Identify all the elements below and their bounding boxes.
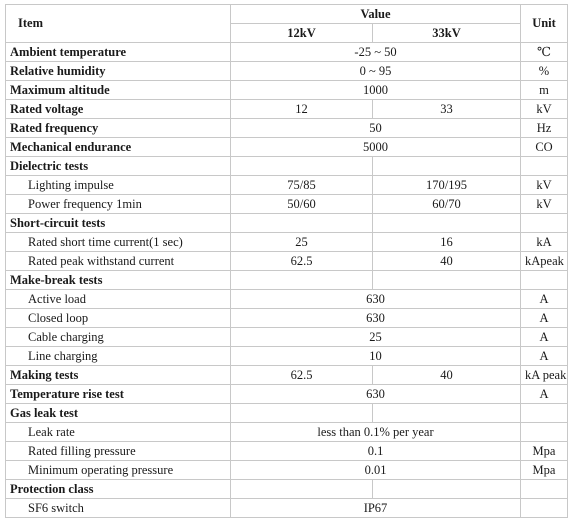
value-cell: 0.1 <box>231 442 521 461</box>
value-cell: 630 <box>231 385 521 404</box>
value-cell: IP67 <box>231 499 521 518</box>
unit-cell: kApeak <box>521 252 568 271</box>
unit-cell: kV <box>521 100 568 119</box>
empty-cell <box>521 404 568 423</box>
section-row <box>6 157 568 176</box>
value-33kv-cell: 40 <box>373 366 521 385</box>
section-label: Protection class <box>6 480 231 499</box>
unit-cell: CO <box>521 138 568 157</box>
value-33kv-cell: 40 <box>373 252 521 271</box>
section-label: Short-circuit tests <box>6 214 231 233</box>
section-label: Make-break tests <box>6 271 231 290</box>
unit-cell: Mpa <box>521 442 568 461</box>
section-row <box>6 271 568 290</box>
value-33kv-cell: 60/70 <box>373 195 521 214</box>
unit-cell: kA <box>521 233 568 252</box>
empty-cell <box>373 271 521 290</box>
header-item: Item <box>6 5 231 43</box>
table-row <box>6 461 568 480</box>
value-cell: -25 ~ 50 <box>231 43 521 62</box>
empty-cell <box>373 404 521 423</box>
table-row <box>6 290 568 309</box>
unit-cell: Mpa <box>521 461 568 480</box>
empty-cell <box>521 214 568 233</box>
value-cell: 25 <box>231 328 521 347</box>
table-row <box>6 442 568 461</box>
unit-cell <box>521 499 568 518</box>
empty-cell <box>521 480 568 499</box>
row-label: Minimum operating pressure <box>6 461 231 480</box>
table-row <box>6 138 568 157</box>
row-label: Relative humidity <box>6 62 231 81</box>
unit-cell: A <box>521 385 568 404</box>
empty-cell <box>231 480 373 499</box>
section-label: Gas leak test <box>6 404 231 423</box>
table-row <box>6 328 568 347</box>
unit-cell: kV <box>521 176 568 195</box>
empty-cell <box>373 480 521 499</box>
row-label: Closed loop <box>6 309 231 328</box>
table-row <box>6 62 568 81</box>
table-row <box>6 100 568 119</box>
table-row <box>6 195 568 214</box>
table-row <box>6 499 568 518</box>
row-label: Active load <box>6 290 231 309</box>
value-cell: 630 <box>231 290 521 309</box>
spec-body <box>6 43 568 518</box>
value-cell: 630 <box>231 309 521 328</box>
unit-cell <box>521 423 568 442</box>
row-label: Rated short time current(1 sec) <box>6 233 231 252</box>
value-cell: 1000 <box>231 81 521 100</box>
unit-cell: Hz <box>521 119 568 138</box>
value-12kv-cell: 50/60 <box>231 195 373 214</box>
spec-table <box>5 4 568 518</box>
section-row <box>6 214 568 233</box>
value-12kv-cell: 62.5 <box>231 366 373 385</box>
row-label: Mechanical endurance <box>6 138 231 157</box>
row-label: Rated filling pressure <box>6 442 231 461</box>
value-12kv-cell: 62.5 <box>231 252 373 271</box>
row-label: Temperature rise test <box>6 385 231 404</box>
unit-cell: A <box>521 328 568 347</box>
row-label: Rated voltage <box>6 100 231 119</box>
value-12kv-cell: 25 <box>231 233 373 252</box>
table-row <box>6 119 568 138</box>
row-label: Line charging <box>6 347 231 366</box>
empty-cell <box>521 271 568 290</box>
header-unit: Unit <box>521 5 568 43</box>
row-label: Power frequency 1min <box>6 195 231 214</box>
value-cell: 0.01 <box>231 461 521 480</box>
empty-cell <box>231 157 373 176</box>
unit-cell: kA peak <box>521 366 568 385</box>
value-cell: 10 <box>231 347 521 366</box>
unit-cell: ℃ <box>521 43 568 62</box>
table-row <box>6 252 568 271</box>
header-12kv: 12kV <box>231 24 373 43</box>
section-row <box>6 404 568 423</box>
empty-cell <box>231 271 373 290</box>
table-row <box>6 385 568 404</box>
value-12kv-cell: 75/85 <box>231 176 373 195</box>
empty-cell <box>521 157 568 176</box>
unit-cell: % <box>521 62 568 81</box>
value-12kv-cell: 12 <box>231 100 373 119</box>
value-33kv-cell: 33 <box>373 100 521 119</box>
header-value: Value <box>231 5 521 24</box>
value-cell: 5000 <box>231 138 521 157</box>
value-33kv-cell: 16 <box>373 233 521 252</box>
table-row <box>6 233 568 252</box>
row-label: Rated peak withstand current <box>6 252 231 271</box>
section-label: Dielectric tests <box>6 157 231 176</box>
unit-cell: m <box>521 81 568 100</box>
row-label: SF6 switch <box>6 499 231 518</box>
value-cell: less than 0.1% per year <box>231 423 521 442</box>
table-row <box>6 347 568 366</box>
table-row <box>6 43 568 62</box>
value-cell: 50 <box>231 119 521 138</box>
row-label: Cable charging <box>6 328 231 347</box>
row-label: Ambient temperature <box>6 43 231 62</box>
unit-cell: A <box>521 347 568 366</box>
unit-cell: A <box>521 309 568 328</box>
table-row <box>6 366 568 385</box>
row-label: Leak rate <box>6 423 231 442</box>
row-label: Rated frequency <box>6 119 231 138</box>
empty-cell <box>373 157 521 176</box>
value-cell: 0 ~ 95 <box>231 62 521 81</box>
empty-cell <box>373 214 521 233</box>
unit-cell: A <box>521 290 568 309</box>
empty-cell <box>231 404 373 423</box>
table-row <box>6 81 568 100</box>
empty-cell <box>231 214 373 233</box>
table-row <box>6 176 568 195</box>
table-row <box>6 423 568 442</box>
header-33kv: 33kV <box>373 24 521 43</box>
value-33kv-cell: 170/195 <box>373 176 521 195</box>
table-row <box>6 309 568 328</box>
header-row <box>6 5 568 24</box>
section-row <box>6 480 568 499</box>
row-label: Lighting impulse <box>6 176 231 195</box>
row-label: Making tests <box>6 366 231 385</box>
unit-cell: kV <box>521 195 568 214</box>
row-label: Maximum altitude <box>6 81 231 100</box>
